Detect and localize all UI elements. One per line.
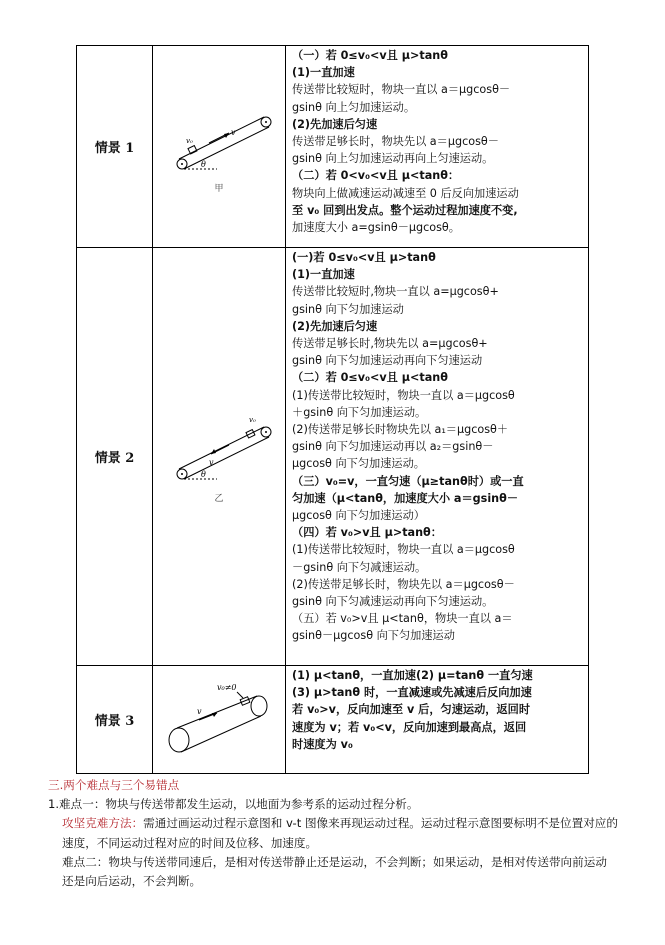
svg-text:θ: θ: [201, 160, 206, 169]
svg-text:v₀: v₀: [249, 416, 256, 424]
text-line: 加速度大小 a=gsinθ－μgcosθ。: [292, 221, 460, 235]
inclined-conveyor-up-diagram: [159, 99, 279, 179]
text-line: （二）若 0<v₀<v且 μ<tanθ：: [292, 169, 460, 183]
text-line: (一)若 0≤v₀<v且 μ>tanθ: [292, 251, 436, 264]
text-line: 传送带比较短时，物块一直以 a＝μgcosθ－: [292, 83, 511, 97]
svg-text:v₀: v₀: [186, 137, 193, 145]
conveyor-figure-2: [153, 248, 286, 666]
difficulty-1: 1.难点一：物块与传送带都发生运动，以地面为参考系的运动过程分析。: [48, 797, 419, 812]
text-line: (1)传送带比较短时，物块一直以 a＝μgcosθ: [292, 388, 515, 402]
svg-text:v₀≠0: v₀≠0: [217, 682, 237, 692]
text-line: (1) μ<tanθ，一直加速(2) μ=tanθ 一直匀速: [292, 669, 533, 682]
method-text: 需通过画运动过程示意图和 v-t 图像来再现运动过程。运动过程示意图要标明不是位置对应的速度，不同运动过程对应的时间及位移、加速度。: [62, 816, 618, 850]
svg-text:v: v: [231, 128, 236, 137]
text-line: 传送带足够长时,物块先以 a=μgcosθ+: [292, 337, 488, 351]
figure-caption: 乙: [214, 494, 224, 504]
text-line: gsinθ 向上匀加速运动。: [292, 100, 416, 114]
text-line: 若 v₀>v，反向加速至 v 后，匀速运动，返回时: [292, 703, 531, 717]
text-line: 至 v₀ 回到出发点。整个运动过程加速度不变,: [292, 203, 518, 217]
text-line: （五）若 v₀>v且 μ<tanθ，物块一直以 a＝: [292, 612, 513, 626]
text-line: μgcosθ 向下匀加速运动。: [292, 457, 425, 471]
text-line: gsinθ－μgcosθ 向下匀加速运动: [292, 629, 455, 643]
text-line: 匀加速（μ<tanθ，加速度大小 a＝gsinθ－: [292, 491, 519, 505]
text-line: (2)传送带足够长时物块先以 a₁＝μgcosθ＋: [292, 423, 509, 437]
method-paragraph: [48, 814, 618, 852]
svg-text:v: v: [197, 706, 202, 716]
text-line: （一）若 0≤v₀<v且 μ>tanθ: [292, 49, 448, 62]
text-line: gsinθ 向下匀减速运动再向下匀速运动。: [292, 595, 494, 609]
text-line: －gsinθ 向下匀减速运动。: [292, 560, 427, 574]
inclined-conveyor-down-diagram: [159, 409, 279, 489]
text-line: （二）若 0≤v₀<v且 μ<tanθ: [292, 371, 448, 385]
difficulty-2: 难点二：物块与传送带同速后，是相对传送带静止还是运动，不会判断；如果运动，是相对传送带向前运动还是向后运动，不会判断。: [62, 854, 607, 889]
text-line: gsinθ 向下匀加速运动再向下匀速运动: [292, 354, 483, 368]
text-line: (3) μ>tanθ 时，一直减速或先减速后反向加速: [292, 686, 532, 700]
table-row: [77, 46, 589, 248]
text-line: (2)先加速后匀速: [292, 117, 378, 131]
conveyor-figure-1: [153, 46, 286, 248]
text-line: （三）v₀=v，一直匀速（μ≥tanθ时）或一直: [292, 474, 524, 488]
text-line: (2)传送带足够长时，物块先以 a＝μgcosθ－: [292, 577, 515, 591]
svg-text:v: v: [209, 458, 214, 467]
text-line: (1)传送带比较短时，物块一直以 a＝μgcosθ: [292, 543, 515, 557]
horizontal-conveyor-diagram: [157, 678, 281, 758]
text-line: μgcosθ 向下匀加速运动）: [292, 509, 425, 523]
text-line: (2)先加速后匀速: [292, 319, 378, 333]
text-line: gsinθ 向下匀加速运动再以 a₂＝gsinθ－: [292, 440, 494, 454]
text-line: gsinθ 向上匀加速运动再向上匀速运动。: [292, 152, 494, 166]
text-line: 时速度为 v₀: [292, 737, 353, 751]
text-line: 传送带比较短时,物块一直以 a=μgcosθ+: [292, 285, 499, 299]
text-line: (1)一直加速: [292, 66, 355, 80]
text-line: 物块向上做减速运动减速至 0 后反向加速运动: [292, 186, 519, 200]
row-label: 情景 3: [77, 666, 153, 774]
conveyor-figure-3: [153, 666, 286, 774]
scenario-text: [286, 46, 589, 248]
section-title: 三.两个难点与三个易错点: [48, 778, 180, 792]
table-row: [77, 666, 589, 774]
notes-section: [48, 776, 618, 891]
text-line: ＋gsinθ 向下匀加速运动。: [292, 405, 427, 419]
table-row: [77, 248, 589, 666]
text-line: gsinθ 向下匀加速运动: [292, 302, 404, 316]
row-label: 情景 2: [77, 248, 153, 666]
method-label: 攻坚克难方法：: [62, 816, 144, 831]
figure-caption: 甲: [214, 184, 224, 194]
scenario-text: [286, 248, 589, 666]
svg-text:θ: θ: [201, 470, 206, 479]
scenario-table: [76, 45, 589, 774]
text-line: 速度为 v；若 v₀<v，反向加速到最高点，返回: [292, 720, 527, 734]
text-line: (1)一直加速: [292, 268, 355, 282]
text-line: 传送带足够长时，物块先以 a＝μgcosθ－: [292, 135, 499, 149]
row-label: 情景 1: [77, 46, 153, 248]
text-line: （四）若 v₀>v且 μ>tanθ：: [292, 526, 442, 540]
scenario-text: [286, 666, 589, 774]
